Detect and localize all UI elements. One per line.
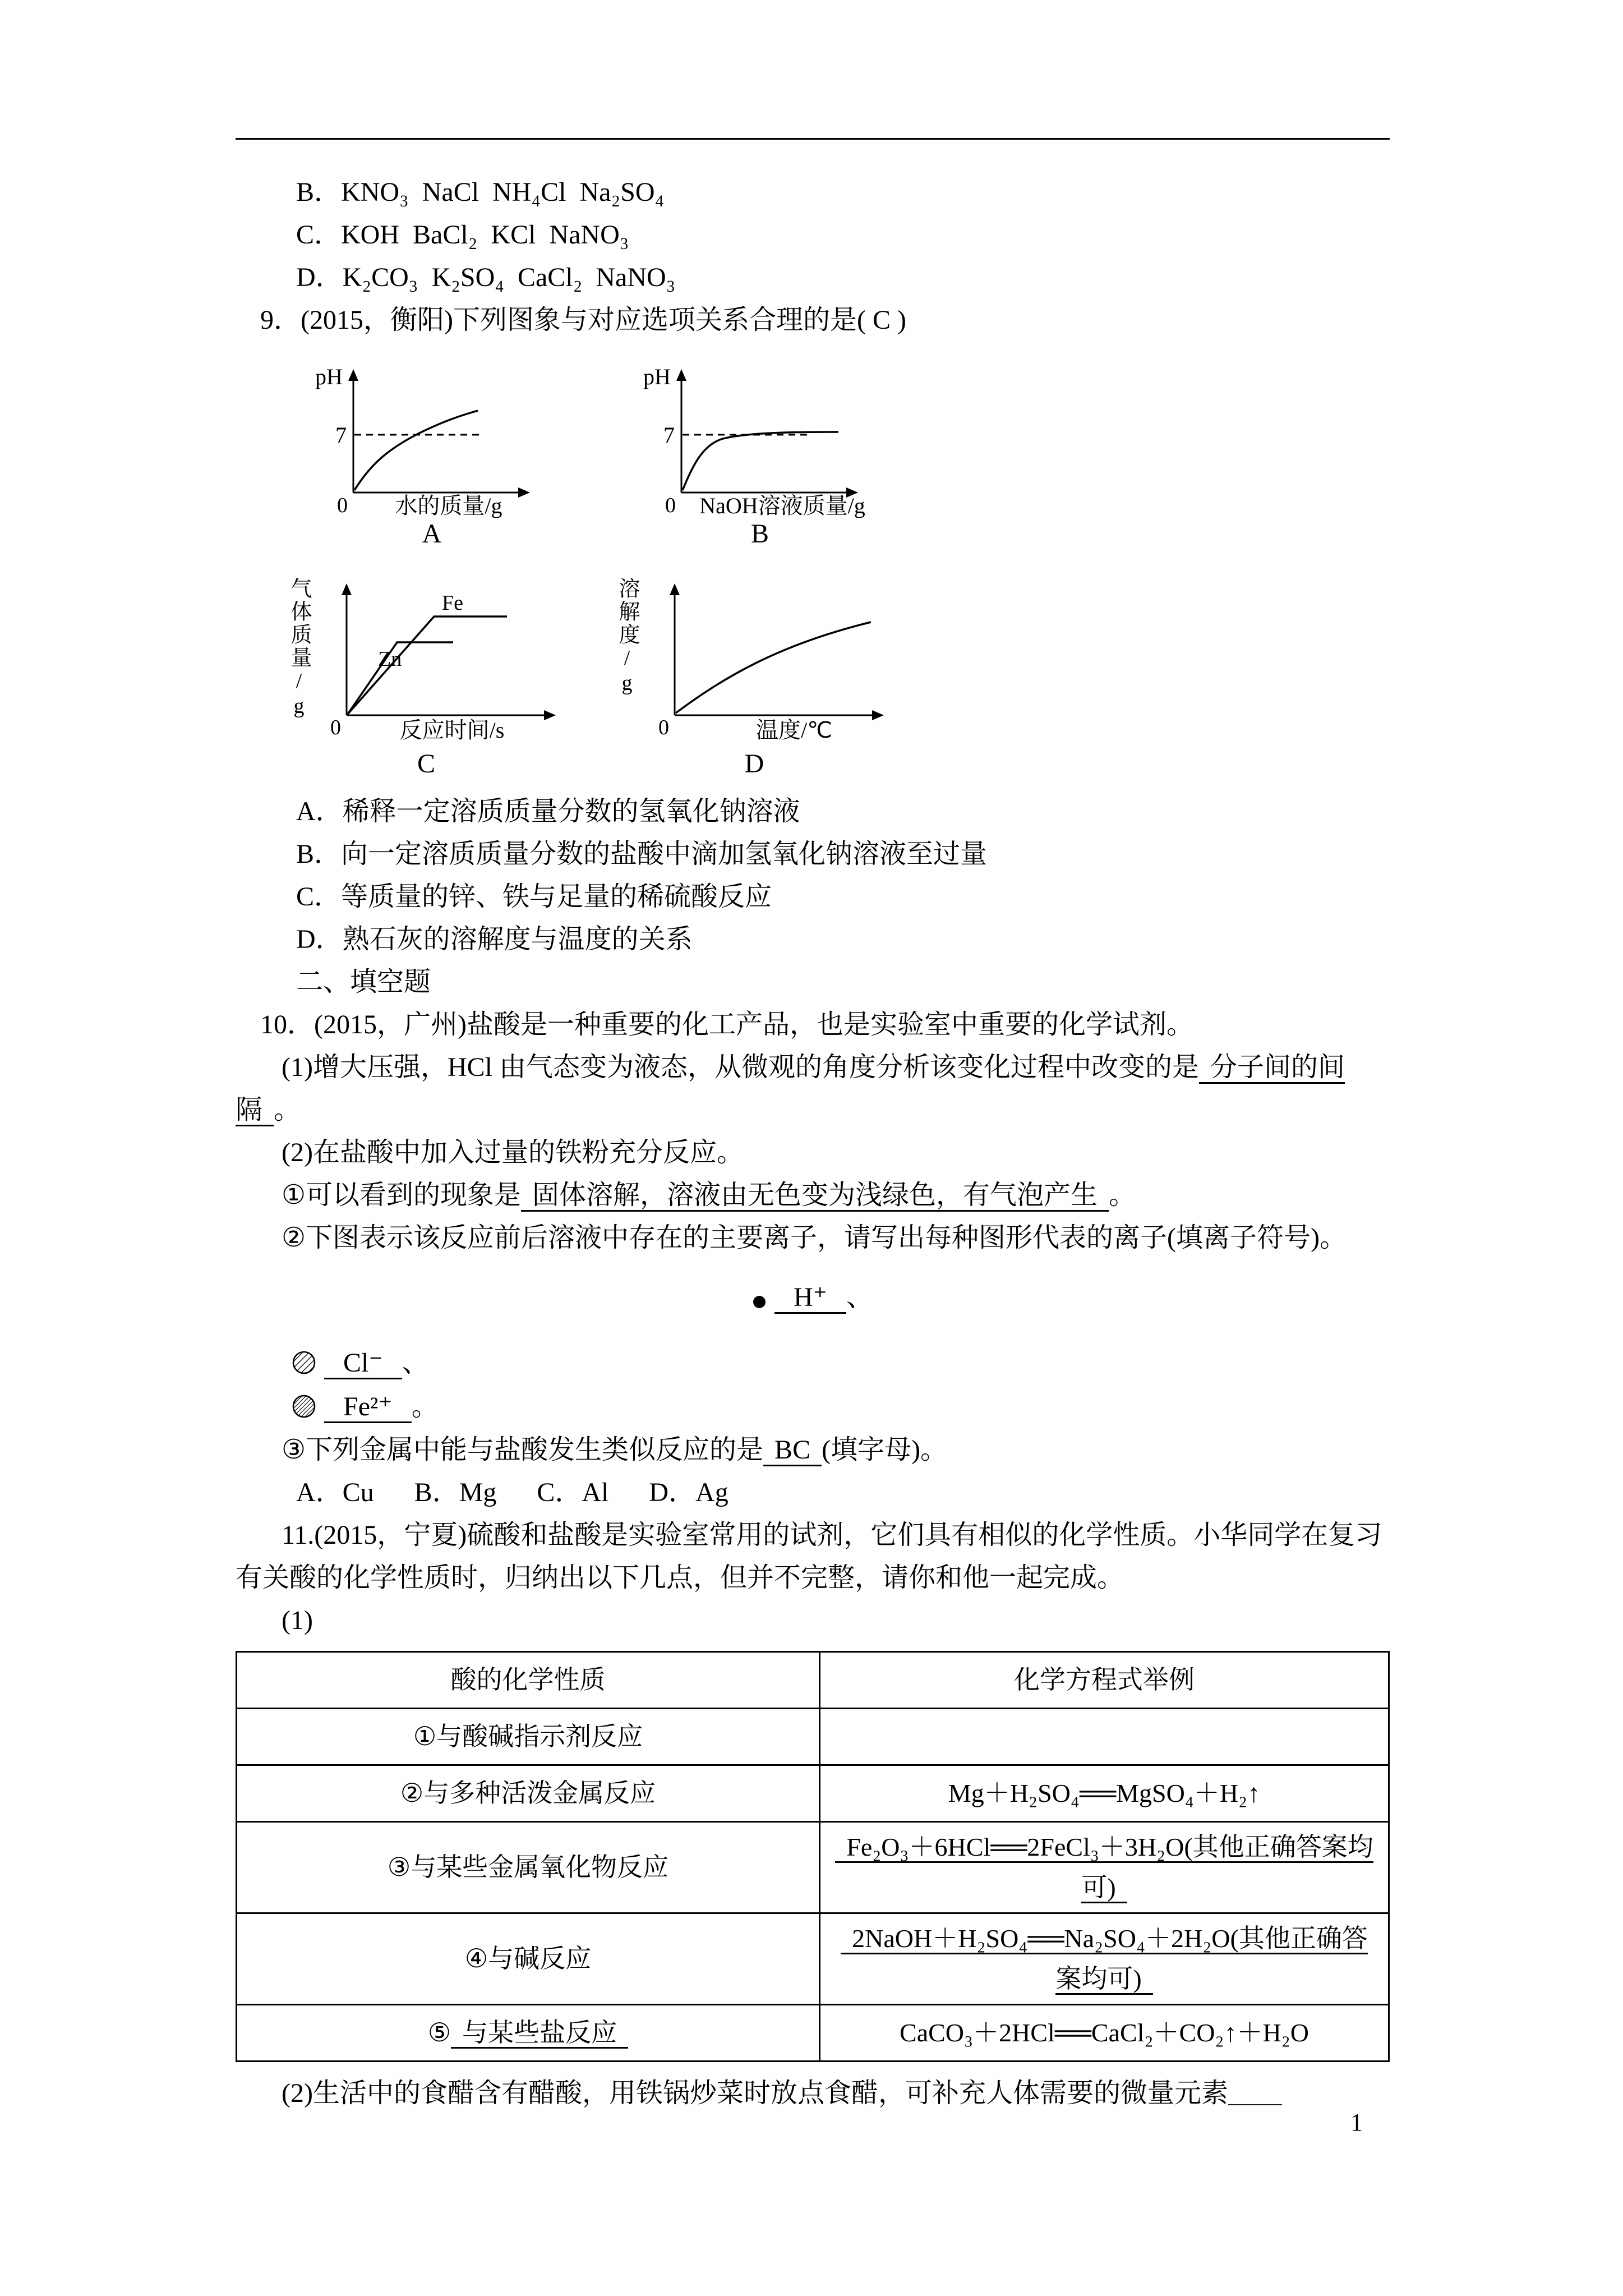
ion-cl-sep: 、 xyxy=(402,1348,429,1378)
table-header-row xyxy=(237,1652,1389,1709)
q10-stem: 10．(2015，广州)盐酸是一种重要的化工产品，也是实验室中重要的化学试剂。 xyxy=(260,1010,1193,1039)
table-row xyxy=(237,1822,1389,1913)
q11-part1-label: (1) xyxy=(282,1605,313,1635)
graph-b-curve xyxy=(683,432,838,490)
q10-part2: (2)在盐酸中加入过量的铁粉充分反应。 xyxy=(282,1138,744,1167)
filled-circle-icon xyxy=(752,1295,767,1309)
equation-answer: Fe₂O₃＋6HCl══2FeCl₃＋3H₂O(其他正确答案均可) xyxy=(835,1833,1373,1903)
table-row xyxy=(237,1913,1389,2005)
page-number: 1 xyxy=(1350,2109,1363,2136)
graph-a-curve xyxy=(354,411,478,490)
ion-h-answer: H⁺ xyxy=(774,1282,846,1314)
graph-c-plot xyxy=(312,563,570,748)
header-rule xyxy=(236,138,1390,140)
graph-a-xlabel: 水的质量/g xyxy=(395,493,502,518)
worksheet-page xyxy=(236,138,1390,2115)
ion-cl-answer: Cl⁻ xyxy=(324,1348,402,1379)
graph-c xyxy=(286,563,614,780)
equation-cell xyxy=(820,1913,1389,2005)
graph-c-fe-label: Fe xyxy=(442,591,463,615)
q8-option-b: B．KNO₃ NaCl NH₄Cl Na₂SO₄ xyxy=(296,177,665,207)
property-cell: ④与碱反应 xyxy=(237,1913,820,2005)
graph-d-origin: 0 xyxy=(658,716,669,739)
equation-cell: Mg＋H₂SO₄══MgSO₄＋H₂↑ xyxy=(820,1765,1389,1822)
equation-answer: 2NaOH＋H₂SO₄══Na₂SO₄＋2H₂O(其他正确答案均可) xyxy=(841,1924,1368,1995)
q8-option-d: D．K₂CO₃ K₂SO₄ CaCl₂ NaNO₃ xyxy=(296,263,676,292)
ion-legend-fe xyxy=(236,1385,1390,1429)
graph-c-origin: 0 xyxy=(330,716,341,739)
q10-part2-3-tail: (填字母)。 xyxy=(822,1435,948,1465)
property-cell: ③与某些金属氧化物反应 xyxy=(237,1822,820,1913)
graph-c-ylabel: 气体质量/g xyxy=(287,577,311,720)
equation-cell: CaCO₃＋2HCl══CaCl₂＋CO₂↑＋H₂O xyxy=(820,2005,1389,2062)
q10-part2-3-text: ③下列金属中能与盐酸发生类似反应的是 xyxy=(282,1435,764,1465)
section2-heading: 二、填空题 xyxy=(296,967,431,997)
table-row xyxy=(237,2005,1389,2062)
q9-option-d: D．熟石灰的溶解度与温度的关系 xyxy=(296,924,693,954)
graph-d-ylabel: 溶解度/g xyxy=(615,577,639,697)
table-header-equation: 化学方程式举例 xyxy=(820,1652,1389,1709)
q10-part1-answer: 分子间的间隔 xyxy=(236,1052,1345,1126)
property-answer: 与某些盐反应 xyxy=(451,2018,628,2049)
graph-d-plot xyxy=(640,563,898,748)
q11-part2: (2)生活中的食醋含有醋酸，用铁锅炒菜时放点食醋，可补充人体需要的微量元素＿＿ xyxy=(282,2078,1282,2108)
graph-a-caption: A xyxy=(422,519,442,549)
q8-option-c: C．KOH BaCl₂ KCl NaNO₃ xyxy=(296,220,629,250)
acid-properties-table xyxy=(236,1651,1390,2062)
q10-part2-3 xyxy=(236,1429,1390,1471)
property-number: ⑤ xyxy=(427,2018,451,2047)
graph-d xyxy=(614,563,984,780)
ion-fe-answer: Fe²⁺ xyxy=(324,1392,412,1423)
q10-part2-3-answer: BC xyxy=(763,1435,822,1466)
ion-fe-sep: 。 xyxy=(411,1392,439,1421)
graph-b-xlabel: NaOH溶液质量/g xyxy=(699,493,865,518)
graph-c-caption: C xyxy=(417,749,435,779)
graph-d-curve xyxy=(676,622,871,713)
graph-b-origin: 0 xyxy=(665,494,676,517)
table-row xyxy=(237,1765,1389,1822)
graph-a-origin: 0 xyxy=(337,494,348,517)
graph-b-ytick: 7 xyxy=(663,422,675,448)
q9-stem: 9．(2015，衡阳)下列图象与对应选项关系合理的是( C ) xyxy=(260,305,906,335)
q10-part1 xyxy=(236,1046,1390,1131)
property-cell xyxy=(237,2005,820,2062)
equation-cell xyxy=(820,1822,1389,1913)
q10-part2-2: ②下图表示该反应前后溶液中存在的主要离子，请写出每种图形代表的离子(填离子符号)。 xyxy=(282,1223,1347,1253)
graph-c-fe-line xyxy=(348,616,507,714)
q10-part2-1-answer: 固体溶解，溶液由无色变为浅绿色，有气泡产生 xyxy=(521,1180,1109,1212)
graph-b-ylabel: pH xyxy=(643,364,671,389)
graph-a xyxy=(286,349,614,550)
q10-part1-period: 。 xyxy=(274,1095,301,1125)
graph-a-ytick: 7 xyxy=(335,422,347,448)
q11-stem: 11.(2015，宁夏)硫酸和盐酸是实验室常用的试剂，它们具有相似的化学性质。小华同学在复习有关酸的化学性质时，归纳出以下几点，但并不完整，请你和他一起完成。 xyxy=(236,1520,1382,1593)
graph-b-plot xyxy=(614,349,906,518)
equation-cell xyxy=(820,1709,1389,1765)
dense-hatched-circle-icon xyxy=(292,1394,316,1419)
q10-part2-1-text: ①可以看到的现象是 xyxy=(282,1180,522,1210)
q10-part1-text: (1)增大压强，HCl 由气态变为液态，从微观的角度分析该变化过程中改变的是 xyxy=(282,1052,1199,1082)
q9-graphs xyxy=(286,349,1390,780)
hatched-circle-icon xyxy=(292,1350,316,1375)
property-cell: ②与多种活泼金属反应 xyxy=(237,1765,820,1822)
graph-b-caption: B xyxy=(750,519,769,549)
ion-h-sep: 、 xyxy=(846,1282,873,1312)
q9-option-b: B．向一定溶质质量分数的盐酸中滴加氢氧化钠溶液至过量 xyxy=(296,839,988,869)
graph-b xyxy=(614,349,984,550)
graph-c-xlabel: 反应时间/s xyxy=(399,717,505,743)
q10-metal-options: A．Cu B．Mg C．Al D．Ag xyxy=(296,1478,728,1507)
ion-legend-cl xyxy=(236,1341,1390,1385)
graph-d-caption: D xyxy=(744,749,764,779)
graph-d-xlabel: 温度/℃ xyxy=(755,717,833,743)
graph-a-plot xyxy=(286,349,578,518)
property-cell: ①与酸碱指示剂反应 xyxy=(237,1709,820,1765)
graph-c-zn-label: Zn xyxy=(378,647,402,671)
q10-part2-1-period: 。 xyxy=(1109,1180,1136,1210)
graph-a-ylabel: pH xyxy=(315,364,343,389)
table-header-property: 酸的化学性质 xyxy=(237,1652,820,1709)
q9-option-a: A．稀释一定溶质质量分数的氢氧化钠溶液 xyxy=(296,797,800,826)
ion-legend-h xyxy=(236,1276,1390,1319)
table-row xyxy=(237,1709,1389,1765)
q10-part2-1 xyxy=(236,1174,1390,1217)
q9-option-c: C．等质量的锌、铁与足量的稀硫酸反应 xyxy=(296,882,772,912)
